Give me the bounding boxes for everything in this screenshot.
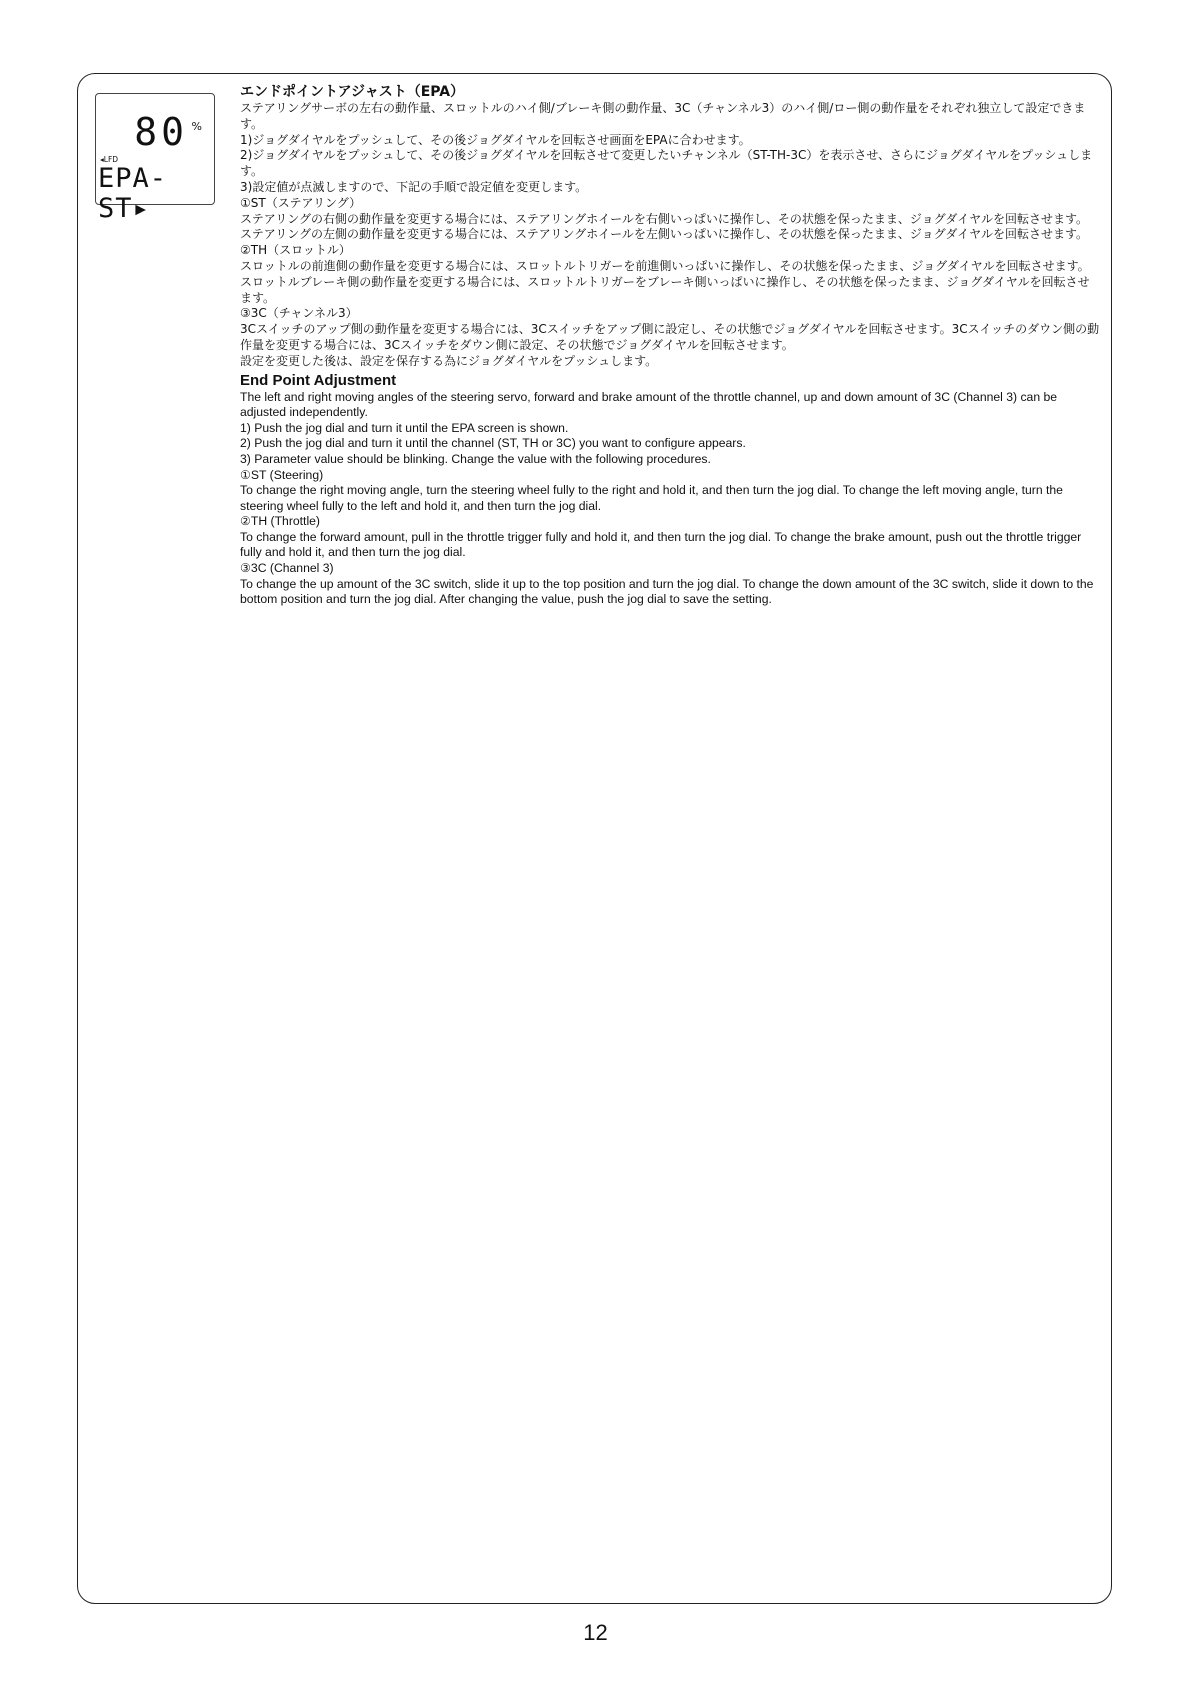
en-step-3: 3) Parameter value should be blinking. Change the value with the following procedures. — [240, 451, 711, 466]
en-paragraph-3c: To change the up amount of the 3C switch, slide it up to the top position and turn the jog dial. To change the down amount of the 3C switch, slide it down to the bottom position and turn the jog dial. After changing the value, push the jog dial to save the setting. — [240, 576, 1094, 607]
ja-paragraph-save: 設定を変更した後は、設定を保存する為にジョグダイヤルをプッシュします。 — [240, 353, 658, 368]
english-title: End Point Adjustment — [240, 371, 397, 389]
en-paragraph-intro: The left and right moving angles of the steering servo, forward and brake amount of the throttle channel, up and down amount of 3C (Channel 3) can be adjusted independently. — [240, 389, 1058, 420]
ja-subheading-3c: ③3C（チャンネル3） — [240, 306, 358, 321]
ja-step-1: 1)ジョグダイヤルをプッシュして、その後ジョグダイヤルを回転させ画面をEPAに合わせます。 — [240, 132, 751, 147]
en-step-2: 2) Push the jog dial and turn it until the channel (ST, TH or 3C) you want to configure appears. — [240, 436, 746, 451]
en-subheading-th: ②TH (Throttle) — [240, 514, 320, 529]
page-number: 12 — [583, 1620, 608, 1645]
japanese-title: エンドポイントアジャスト（EPA） — [240, 84, 465, 100]
ja-subheading-st: ①ST（ステアリング） — [240, 195, 362, 210]
english-section — [240, 372, 1100, 608]
lcd-mode: EPA-ST▸ — [98, 163, 168, 224]
en-subheading-st: ①ST (Steering) — [240, 467, 324, 482]
ja-subheading-th: ②TH（スロットル） — [240, 243, 351, 258]
en-step-1: 1) Push the jog dial and turn it until the EPA screen is shown. — [240, 420, 569, 435]
lcd-unit: % — [191, 120, 202, 133]
ja-step-2: 2)ジョグダイヤルをプッシュして、その後ジョグダイヤルを回転させて変更したいチャンネル（ST-TH-3C）を表示させ、さらにジョグダイヤルをプッシュします。 — [240, 148, 1093, 179]
en-subheading-3c: ③3C (Channel 3) — [240, 561, 334, 576]
lcd-indicator: ◂LFD — [100, 155, 119, 164]
ja-paragraph-st: ステアリングの右側の動作量を変更する場合には、ステアリングホイールを右側いっぱいに操作し、その状態を保ったまま、ジョグダイヤルを回転させます。ステアリングの左側の動作量を変更する場合には、ステアリングホイールを左側いっぱいに操作し、その状態を保ったまま、ジョグダイヤルを回転させます。 — [240, 211, 1089, 242]
ja-paragraph-intro: ステアリングサーボの左右の動作量、スロットルのハイ側/ブレーキ側の動作量、3C（チャンネル3）のハイ側/ロー側の動作量をそれぞれ独立して設定できます。 — [240, 101, 1086, 131]
ja-paragraph-th: スロットルの前進側の動作量を変更する場合には、スロットルトリガーを前進側いっぱいに操作し、その状態を保ったまま、ジョグダイヤルを回転させます。スロットルブレーキ側の動作量を変更する場合には、スロットルトリガーをブレーキ側いっぱいに操作し、その状態を保ったまま、ジョグダイヤルを回転させます。 — [240, 258, 1090, 305]
en-paragraph-th: To change the forward amount, pull in the throttle trigger fully and hold it, and then turn the jog dial. To change the brake amount, push out the throttle trigger fully and hold it, and then turn the jog dial. — [240, 529, 1082, 560]
lcd-display-illustration — [95, 93, 215, 224]
lcd-value: 80 — [134, 110, 188, 154]
en-paragraph-st: To change the right moving angle, turn the steering wheel fully to the right and hold it, and then turn the jog dial. To change the left moving angle, turn the steering wheel fully to the left and hold it, and then turn the jog dial. — [240, 483, 1063, 513]
japanese-section — [240, 84, 1100, 370]
ja-step-3: 3)設定値が点滅しますので、下記の手順で設定値を変更します。 — [240, 179, 588, 194]
main-content — [240, 84, 1100, 608]
ja-paragraph-3c: 3Cスイッチのアップ側の動作量を変更する場合には、3Cスイッチをアップ側に設定し、その状態でジョグダイヤルを回転させます。3Cスイッチのダウン側の動作量を変更する場合には、3Cスイッチをダウン側に設定、その状態でジョグダイヤルを回転させます。 — [240, 322, 1100, 352]
